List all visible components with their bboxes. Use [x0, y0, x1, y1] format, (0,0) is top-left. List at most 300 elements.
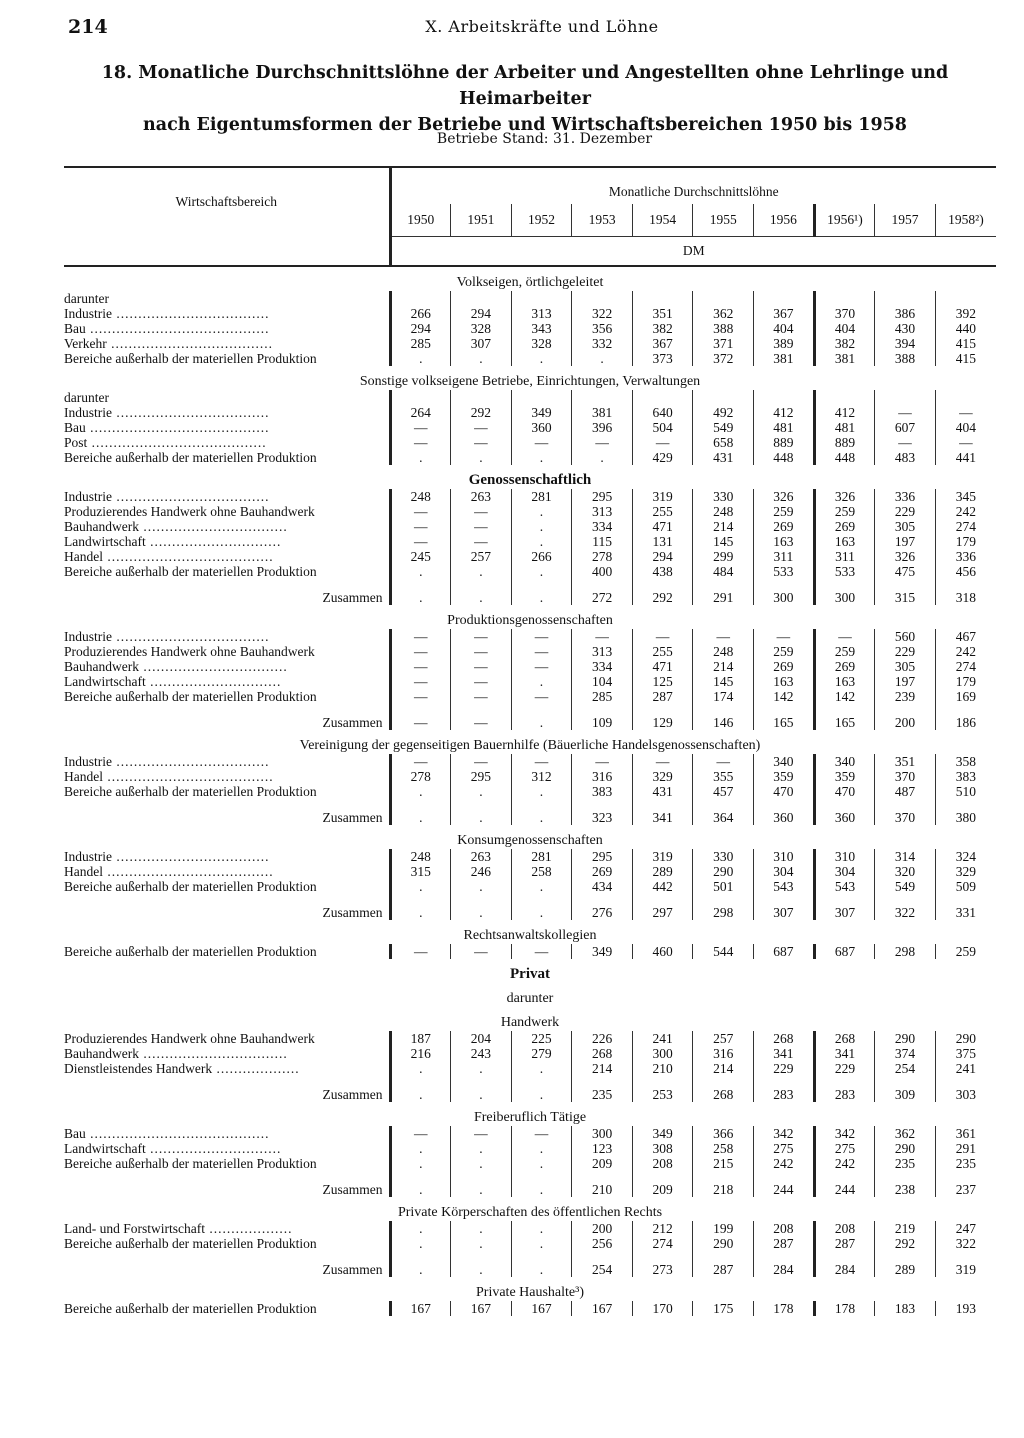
total-value: .	[511, 1251, 572, 1277]
leader-dots: ...................................	[112, 306, 270, 321]
row-label-text: Industrie	[64, 849, 112, 864]
cell-value: 239	[875, 689, 936, 704]
cell-value: 342	[754, 1126, 815, 1141]
cell-value: 214	[693, 659, 754, 674]
leader-dots: .........................................	[85, 1126, 270, 1141]
cell-value: 285	[572, 689, 633, 704]
cell-value: 269	[572, 864, 633, 879]
cell-value: 429	[632, 450, 693, 465]
cell-value: 269	[754, 659, 815, 674]
total-value: 287	[693, 1251, 754, 1277]
cell-value: 487	[875, 784, 936, 799]
cell-value: .	[390, 1236, 451, 1251]
cell-value: 235	[935, 1156, 996, 1171]
cell-value: .	[390, 1141, 451, 1156]
section-header-row	[64, 959, 996, 983]
cell-value: 394	[875, 336, 936, 351]
cell-value: —	[390, 644, 451, 659]
cell-value: 374	[875, 1046, 936, 1061]
darunter-row	[64, 390, 996, 405]
row-label	[64, 321, 390, 336]
cell-value: 329	[935, 864, 996, 879]
cell-value: 199	[693, 1221, 754, 1236]
total-value: .	[390, 1251, 451, 1277]
row-label	[64, 564, 390, 579]
table-row	[64, 1031, 996, 1046]
cell-value: 549	[875, 879, 936, 894]
total-value: 273	[632, 1251, 693, 1277]
cell-value: 320	[875, 864, 936, 879]
leader-dots: ...................................	[112, 405, 270, 420]
total-value: 165	[754, 704, 815, 730]
total-row	[64, 894, 996, 920]
cell-value: .	[451, 1221, 512, 1236]
empty-cell	[814, 390, 875, 405]
total-value: 315	[875, 579, 936, 605]
cell-value: 204	[451, 1031, 512, 1046]
cell-value: 255	[632, 504, 693, 519]
cell-value: 470	[754, 784, 815, 799]
empty-cell	[935, 390, 996, 405]
cell-value: 229	[875, 644, 936, 659]
cell-value: 388	[875, 351, 936, 366]
table-row	[64, 644, 996, 659]
total-row	[64, 799, 996, 825]
cell-value: 269	[814, 519, 875, 534]
cell-value: 359	[814, 769, 875, 784]
cell-value: —	[390, 435, 451, 450]
cell-value: 341	[814, 1046, 875, 1061]
row-label-text: Produzierendes Handwerk ohne Bauhandwerk	[64, 504, 315, 519]
cell-value: 311	[814, 549, 875, 564]
total-value: 360	[754, 799, 815, 825]
cell-value: 183	[875, 1301, 936, 1316]
cell-value: 448	[814, 450, 875, 465]
total-value: 319	[935, 1251, 996, 1277]
cell-value: 248	[390, 489, 451, 504]
cell-value: 145	[693, 534, 754, 549]
table-row	[64, 1141, 996, 1156]
total-value: 129	[632, 704, 693, 730]
total-value: —	[390, 704, 451, 730]
total-value: 360	[814, 799, 875, 825]
cell-value: 274	[632, 1236, 693, 1251]
row-label	[64, 769, 390, 784]
total-value: 318	[935, 579, 996, 605]
cell-value: .	[451, 351, 512, 366]
total-value: .	[451, 894, 512, 920]
row-label	[64, 689, 390, 704]
row-label-text: Handel	[64, 549, 103, 564]
cell-value: 245	[390, 549, 451, 564]
year-header-4: 1954	[632, 204, 693, 237]
total-label: Zusammen	[322, 590, 383, 605]
cell-value: 243	[451, 1046, 512, 1061]
cell-value: 359	[754, 769, 815, 784]
cell-value: 291	[935, 1141, 996, 1156]
cell-value: 208	[632, 1156, 693, 1171]
cell-value: 294	[390, 321, 451, 336]
empty-cell	[935, 291, 996, 306]
cell-value: 304	[814, 864, 875, 879]
row-label-text: Bau	[64, 420, 86, 435]
cell-value: 543	[754, 879, 815, 894]
cell-value: 371	[693, 336, 754, 351]
cell-value: .	[451, 1236, 512, 1251]
total-value: 291	[693, 579, 754, 605]
cell-value: —	[451, 504, 512, 519]
cell-value: 481	[754, 420, 815, 435]
section-header-row	[64, 1197, 996, 1221]
cell-value: 259	[814, 644, 875, 659]
cell-value: 889	[754, 435, 815, 450]
total-label: Zusammen	[322, 1087, 383, 1102]
cell-value: 167	[451, 1301, 512, 1316]
cell-value: 381	[754, 351, 815, 366]
cell-value: —	[935, 435, 996, 450]
cell-value: —	[511, 644, 572, 659]
empty-cell	[693, 291, 754, 306]
cell-value: .	[511, 674, 572, 689]
table-row	[64, 405, 996, 420]
cell-value: 163	[754, 674, 815, 689]
row-label	[64, 1046, 390, 1061]
row-label	[64, 336, 390, 351]
cell-value: 375	[935, 1046, 996, 1061]
empty-cell	[754, 291, 815, 306]
cell-value: 269	[754, 519, 815, 534]
cell-value: 481	[814, 420, 875, 435]
cell-value: 304	[754, 864, 815, 879]
leader-dots: ..............................	[145, 1141, 282, 1156]
cell-value: 281	[511, 489, 572, 504]
cell-value: 362	[693, 306, 754, 321]
cell-value: —	[572, 754, 633, 769]
table-title-line-2: nach Eigentumsformen der Betriebe und Wirtschaftsbereichen 1950 bis 1958	[143, 115, 907, 135]
row-label-text: Produzierendes Handwerk ohne Bauhandwerk	[64, 1031, 315, 1046]
cell-value: 560	[875, 629, 936, 644]
cell-value: 341	[754, 1046, 815, 1061]
cell-value: 275	[814, 1141, 875, 1156]
total-value: .	[511, 799, 572, 825]
total-label: Zusammen	[322, 715, 383, 730]
cell-value: —	[814, 629, 875, 644]
table-row	[64, 1061, 996, 1076]
row-label-text: Bauhandwerk	[64, 519, 139, 534]
cell-value: 268	[572, 1046, 633, 1061]
section-header-row	[64, 1007, 996, 1031]
cell-value: .	[511, 1141, 572, 1156]
cell-value: 381	[814, 351, 875, 366]
cell-value: .	[451, 1061, 512, 1076]
cell-value: 275	[754, 1141, 815, 1156]
total-value: 309	[875, 1076, 936, 1102]
leader-dots: ...................................	[112, 629, 270, 644]
cell-value: 294	[632, 549, 693, 564]
table-row	[64, 1126, 996, 1141]
cell-value: —	[451, 644, 512, 659]
empty-cell	[390, 291, 451, 306]
total-value: .	[511, 1076, 572, 1102]
cell-value: —	[390, 1126, 451, 1141]
total-value: 323	[572, 799, 633, 825]
cell-value: 370	[814, 306, 875, 321]
cell-value: 258	[511, 864, 572, 879]
table-row	[64, 864, 996, 879]
cell-value: .	[511, 784, 572, 799]
table-row	[64, 659, 996, 674]
row-label-text: Industrie	[64, 306, 112, 321]
section-header-row	[64, 920, 996, 944]
cell-value: 330	[693, 489, 754, 504]
cell-value: 295	[572, 849, 633, 864]
section-header-row	[64, 1102, 996, 1126]
cell-value: 349	[572, 944, 633, 959]
cell-value: 142	[814, 689, 875, 704]
cell-value: 392	[935, 306, 996, 321]
cell-value: —	[390, 689, 451, 704]
cell-value: 334	[572, 659, 633, 674]
leader-dots: .........................................	[85, 420, 270, 435]
cell-value: 412	[754, 405, 815, 420]
cell-value: 266	[511, 549, 572, 564]
total-value: 370	[875, 799, 936, 825]
cell-value: 314	[875, 849, 936, 864]
leader-dots: ........................................	[87, 435, 267, 450]
cell-value: 372	[693, 351, 754, 366]
cell-value: 298	[875, 944, 936, 959]
total-value: 186	[935, 704, 996, 730]
cell-value: 256	[572, 1236, 633, 1251]
cell-value: 210	[632, 1061, 693, 1076]
cell-value: .	[390, 450, 451, 465]
row-label-text: Bereiche außerhalb der materiellen Produktion	[64, 1236, 317, 1251]
table-row	[64, 321, 996, 336]
total-value: 200	[875, 704, 936, 730]
cell-value: —	[511, 754, 572, 769]
cell-value: 349	[632, 1126, 693, 1141]
total-value: .	[451, 1251, 512, 1277]
total-value: 307	[814, 894, 875, 920]
section-subtitle: Handwerk	[500, 1015, 560, 1030]
cell-value: 290	[875, 1141, 936, 1156]
cell-value: 197	[875, 674, 936, 689]
section-title: Rechtsanwaltskollegien	[463, 928, 597, 943]
cell-value: 295	[451, 769, 512, 784]
cell-value: 248	[693, 644, 754, 659]
cell-value: 255	[632, 644, 693, 659]
cell-value: 328	[511, 336, 572, 351]
total-value: 272	[572, 579, 633, 605]
cell-value: .	[390, 351, 451, 366]
cell-value: 259	[754, 504, 815, 519]
cell-value: 290	[875, 1031, 936, 1046]
row-label	[64, 659, 390, 674]
unit-label: DM	[390, 237, 996, 267]
cell-value: .	[451, 450, 512, 465]
column-header-wirtschaftsbereich: Wirtschaftsbereich	[64, 167, 390, 237]
cell-value: —	[451, 1126, 512, 1141]
cell-value: 163	[814, 674, 875, 689]
row-label-text: Verkehr	[64, 336, 107, 351]
total-label: Zusammen	[322, 1262, 383, 1277]
cell-value: 292	[451, 405, 512, 420]
cell-value: —	[451, 674, 512, 689]
leader-dots: ......................................	[102, 769, 274, 784]
row-label	[64, 644, 390, 659]
cell-value: 687	[754, 944, 815, 959]
cell-value: 278	[572, 549, 633, 564]
total-row	[64, 579, 996, 605]
cell-value: 504	[632, 420, 693, 435]
year-header-8: 1957	[875, 204, 936, 237]
row-label	[64, 1126, 390, 1141]
cell-value: 145	[693, 674, 754, 689]
cell-value: .	[511, 351, 572, 366]
cell-value: 241	[632, 1031, 693, 1046]
cell-value: 356	[572, 321, 633, 336]
leader-dots: ...................	[212, 1061, 300, 1076]
cell-value: 219	[875, 1221, 936, 1236]
cell-value: —	[693, 629, 754, 644]
cell-value: 247	[935, 1221, 996, 1236]
row-label	[64, 1061, 390, 1076]
cell-value: 269	[814, 659, 875, 674]
cell-value: 438	[632, 564, 693, 579]
section-header-row	[64, 983, 996, 1007]
total-value: 284	[814, 1251, 875, 1277]
cell-value: 334	[572, 519, 633, 534]
row-label-text: Bereiche außerhalb der materiellen Produktion	[64, 1156, 317, 1171]
table-row	[64, 1221, 996, 1236]
cell-value: 382	[632, 321, 693, 336]
total-value: .	[390, 579, 451, 605]
total-value: —	[451, 704, 512, 730]
table-head	[64, 167, 996, 266]
cell-value: 294	[451, 306, 512, 321]
cell-value: 319	[632, 849, 693, 864]
row-label-text: Bauhandwerk	[64, 659, 139, 674]
cell-value: 167	[390, 1301, 451, 1316]
cell-value: 289	[632, 864, 693, 879]
cell-value: 263	[451, 489, 512, 504]
row-label-text: Land- und Forstwirtschaft	[64, 1221, 205, 1236]
total-value: .	[451, 579, 512, 605]
cell-value: 125	[632, 674, 693, 689]
row-label	[64, 1301, 390, 1316]
empty-cell	[451, 390, 512, 405]
cell-value: 167	[511, 1301, 572, 1316]
row-label-text: Landwirtschaft	[64, 534, 146, 549]
table-row	[64, 879, 996, 894]
cell-value: —	[511, 629, 572, 644]
cell-value: 248	[390, 849, 451, 864]
total-label: Zusammen	[322, 1182, 383, 1197]
cell-value: —	[632, 629, 693, 644]
cell-value: 367	[754, 306, 815, 321]
cell-value: —	[451, 689, 512, 704]
empty-cell	[814, 291, 875, 306]
leader-dots: ..............................	[145, 674, 282, 689]
cell-value: —	[572, 435, 633, 450]
row-label-text: Industrie	[64, 405, 112, 420]
row-label	[64, 504, 390, 519]
total-value: .	[451, 799, 512, 825]
cell-value: 254	[875, 1061, 936, 1076]
section-title: Privat	[510, 966, 550, 982]
cell-value: 687	[814, 944, 875, 959]
cell-value: 373	[632, 351, 693, 366]
cell-value: 299	[693, 549, 754, 564]
row-label-text: Bereiche außerhalb der materiellen Produktion	[64, 450, 317, 465]
section-title: Private Haushalte³)	[476, 1285, 584, 1300]
row-label-text: Bereiche außerhalb der materiellen Produktion	[64, 351, 317, 366]
year-header-9: 1958²)	[935, 204, 996, 237]
cell-value: —	[390, 504, 451, 519]
cell-value: 287	[814, 1236, 875, 1251]
cell-value: 501	[693, 879, 754, 894]
darunter-label: darunter	[64, 291, 109, 306]
total-value: .	[511, 1171, 572, 1197]
total-value: 283	[814, 1076, 875, 1102]
cell-value: 235	[875, 1156, 936, 1171]
leader-dots: ..............................	[145, 534, 282, 549]
cell-value: 509	[935, 879, 996, 894]
row-label	[64, 351, 390, 366]
empty-cell	[875, 291, 936, 306]
cell-value: 484	[693, 564, 754, 579]
cell-value: 549	[693, 420, 754, 435]
column-group-header: Monatliche Durchschnittslöhne	[390, 167, 996, 204]
darunter-label: darunter	[64, 390, 109, 405]
total-value: 341	[632, 799, 693, 825]
table-row	[64, 351, 996, 366]
cell-value: —	[875, 435, 936, 450]
cell-value: —	[754, 629, 815, 644]
cell-value: .	[511, 504, 572, 519]
row-label	[64, 879, 390, 894]
total-value: 284	[754, 1251, 815, 1277]
cell-value: 208	[814, 1221, 875, 1236]
leader-dots: ......................................	[102, 864, 274, 879]
cell-value: 388	[693, 321, 754, 336]
empty-cell	[572, 390, 633, 405]
table-row	[64, 450, 996, 465]
cell-value: —	[451, 754, 512, 769]
row-label-text: Post	[64, 435, 88, 450]
row-label	[64, 306, 390, 321]
cell-value: —	[390, 674, 451, 689]
total-value: 283	[754, 1076, 815, 1102]
cell-value: —	[451, 420, 512, 435]
cell-value: 412	[814, 405, 875, 420]
total-value: 364	[693, 799, 754, 825]
cell-value: .	[511, 534, 572, 549]
row-label-text: Bau	[64, 1126, 86, 1141]
cell-value: 351	[875, 754, 936, 769]
row-label-text: Produzierendes Handwerk ohne Bauhandwerk	[64, 644, 315, 659]
cell-value: 179	[935, 534, 996, 549]
cell-value: —	[390, 659, 451, 674]
cell-value: 285	[390, 336, 451, 351]
total-value: 146	[693, 704, 754, 730]
total-value: 322	[875, 894, 936, 920]
table-row	[64, 849, 996, 864]
table-row	[64, 1301, 996, 1316]
empty-cell	[632, 390, 693, 405]
cell-value: 257	[451, 549, 512, 564]
total-label: Zusammen	[322, 905, 383, 920]
